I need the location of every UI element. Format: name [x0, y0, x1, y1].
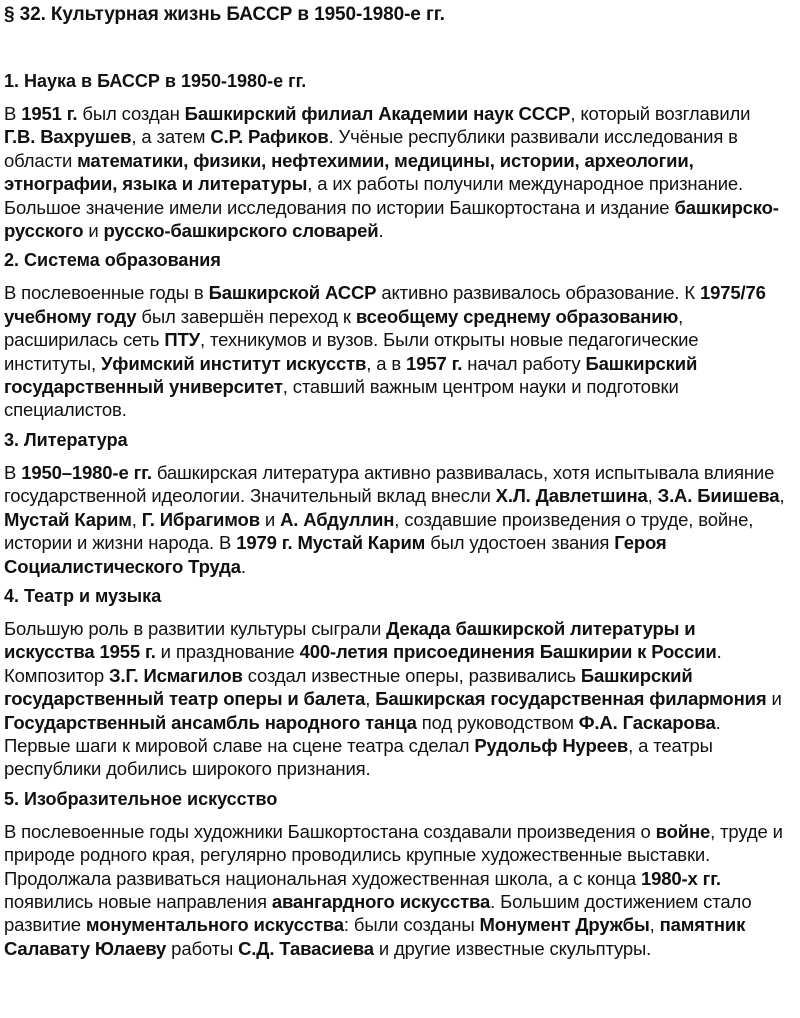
text-run: и [766, 688, 782, 710]
text-run: , [647, 485, 658, 507]
document-title: § 32. Культурная жизнь БАССР в 1950-1980-е гг. [4, 4, 445, 25]
section-1 [4, 69, 786, 248]
bold-term: С.Р. Рафиков [210, 126, 329, 148]
text-run: башкирская литература активно развивалась, хотя испытывала влияние государственной идеологии. Значительный вклад внесли [4, 461, 775, 507]
text-run: . Композитор [4, 641, 722, 686]
text-run: В [4, 103, 22, 124]
bold-term: Башкирской АССР [208, 282, 377, 304]
bold-term: авангардного искусства [271, 890, 491, 912]
bold-term: Башкирская государственная филармония [375, 688, 767, 710]
text-run: В послевоенные годы художники Башкортостана создавали произведения о [4, 820, 656, 842]
bold-term: Башкирский филиал Академии наук СССР [184, 103, 571, 124]
text-run: , ставший важным центром науки и подготовки специалистов. [4, 376, 679, 421]
bold-term: Уфимский институт искусств [100, 352, 367, 374]
section-3 [4, 428, 786, 584]
text-run: , [131, 508, 142, 530]
document-sections [4, 69, 786, 966]
text-run: работы [166, 937, 239, 959]
section-heading: 1. Наука в БАССР в 1950-1980-е гг. [4, 71, 307, 91]
text-run: под руководством [416, 711, 579, 733]
text-run: , [649, 914, 660, 936]
text-run: , создавшие произведения о труде, войне, истории и жизни народа. В [4, 508, 754, 554]
bold-term: 1979 г. Мустай Карим [236, 532, 426, 554]
section-heading: 4. Театр и музыка [4, 585, 162, 606]
bold-term: памятник Салавату Юлаеву [4, 914, 746, 959]
text-run: создал известные оперы, развивались [242, 664, 581, 686]
text-run: был завершён переход к [136, 305, 356, 327]
section-heading: 3. Литература [4, 429, 128, 450]
text-run: . Учёные республики развивали исследования в области [4, 126, 738, 171]
section-heading: 2. Система образования [4, 250, 221, 271]
section-paragraph [4, 281, 786, 421]
bold-term: 1957 г. [406, 352, 463, 374]
section-4 [4, 584, 786, 787]
text-run: В послевоенные годы в [4, 282, 209, 304]
bold-term: 1950–1980-е гг. [21, 461, 152, 483]
bold-term: математики, физики, нефтехимии, медицины, истории, археологии, этнографии, языка и литературы [4, 149, 694, 195]
text-run: появились новые направления [4, 890, 272, 912]
section-paragraph [4, 820, 786, 960]
text-run: , [365, 688, 376, 710]
bold-term: Монумент Дружбы [479, 914, 650, 936]
bold-term: монументального искусства [85, 914, 344, 936]
bold-term: С.Д. Тавасиева [238, 937, 374, 959]
section-2 [4, 248, 786, 427]
text-run: , а театры республики добились широкого признания. [4, 734, 713, 780]
section-5 [4, 787, 786, 966]
bold-term: З.Г. Исмагилов [109, 664, 243, 686]
bold-term: ПТУ [164, 329, 201, 351]
section-paragraph [4, 461, 786, 578]
bold-term: Башкирский государственный университет [4, 352, 698, 398]
text-run: и другие известные скульптуры. [373, 937, 652, 959]
bold-term: Героя Социалистического Труда [4, 532, 667, 577]
text-run: , труде и природе родного края, регулярно проводились крупные художественные выставки. Продолжала развиваться национальная художественная школа, а с конца [4, 820, 783, 889]
text-run: , техникумов и вузов. Были открыты новые педагогические институты, [4, 329, 699, 374]
bold-term: 1975/76 учебному году [4, 282, 766, 327]
text-run: и [259, 508, 281, 530]
bold-term: Г. Ибрагимов [141, 508, 260, 530]
bold-term: Рудольф Нуреев [474, 734, 629, 756]
text-run: . Первые шаги к мировой славе на сцене театра сделал [4, 711, 721, 756]
bold-term: Декада башкирской литературы и искусства 1955 г. [4, 617, 696, 663]
text-run: В [4, 461, 22, 483]
text-run: активно развивалось образование. К [376, 282, 700, 304]
bold-term: башкирско-русского [4, 196, 779, 242]
text-run: , а в [366, 352, 407, 374]
text-run: , а их работы получили международное признание. Большое значение имели исследования по истории Башкортостана и издание [4, 173, 744, 218]
text-run: , расширилась сеть [4, 305, 684, 351]
bold-term: Г.В. Вахрушев [4, 126, 132, 148]
text-run: . Большим достижением стало развитие [4, 890, 752, 936]
bold-term: всеобщему среднему образованию [355, 305, 679, 327]
text-run: . [240, 555, 246, 577]
text-run: и празднование [155, 641, 300, 663]
section-paragraph [4, 617, 786, 781]
bold-term: русско-башкирского словарей [103, 220, 379, 242]
text-run: Большую роль в развитии культуры сыграли [4, 617, 387, 639]
bold-term: А. Абдуллин [280, 508, 395, 530]
text-run: и [83, 220, 104, 242]
text-run: начал работу [462, 352, 586, 374]
text-run: : были созданы [343, 914, 480, 936]
bold-term: 400-летия присоединения Башкирии к России [299, 641, 717, 663]
bold-term: Башкирский государственный театр оперы и балета [4, 664, 693, 710]
bold-term: 1951 г. [21, 103, 78, 124]
bold-term: Х.Л. Давлетшина [495, 485, 648, 507]
bold-term: войне [655, 820, 711, 842]
bold-term: Государственный ансамбль народного танца [4, 711, 417, 733]
text-run: был создан [77, 103, 185, 124]
bold-term: Мустай Карим [4, 508, 132, 530]
text-run: . [378, 220, 384, 242]
text-run: , [779, 485, 785, 507]
bold-term: З.А. Биишева [657, 485, 780, 507]
text-run: был удостоен звания [425, 532, 615, 554]
section-paragraph [4, 102, 786, 242]
section-heading: 5. Изобразительное искусство [4, 788, 278, 809]
text-run: , который возглавили [570, 103, 751, 124]
bold-term: Ф.А. Гаскарова [578, 711, 716, 733]
text-run: , а затем [131, 126, 211, 148]
bold-term: 1980-х гг. [640, 867, 721, 889]
